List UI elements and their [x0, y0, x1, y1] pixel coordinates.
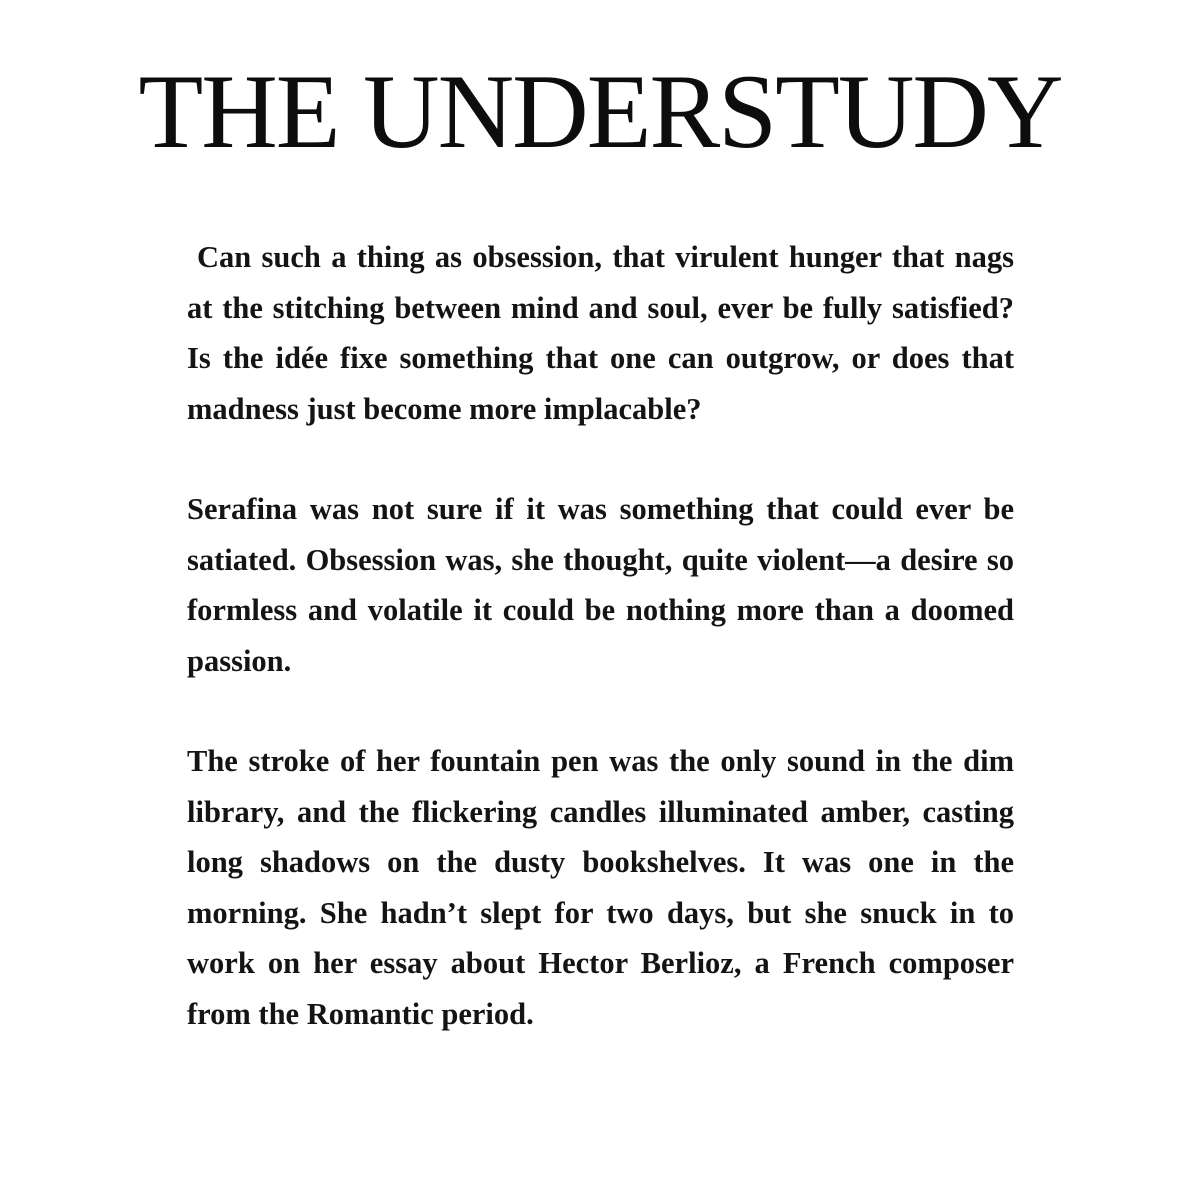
paragraph-3: The stroke of her fountain pen was the only sound in the dim library, and the flickering candles illuminated amber, casting long shadows on the dusty bookshelves. It was one in the morning. She hadn’t slept for two days, but she snuck in to work on her essay about Hector Berlioz, a French composer from the Romantic period. [187, 744, 1014, 1031]
paragraph-1: Can such a thing as obsession, that virulent hunger that nags at the stitching between mind and soul, ever be fully satisfied? Is the idée fixe something that one can outgrow, or does that madness just become more implacable? [187, 240, 1014, 426]
paragraph-2: Serafina was not sure if it was something that could ever be satiated. Obsession was, she thought, quite violent—a desire so formless and volatile it could be nothing more than a doomed passion. [187, 492, 1014, 678]
page-title: THE UNDERSTUDY [138, 53, 1062, 170]
body-text [187, 232, 1014, 1039]
